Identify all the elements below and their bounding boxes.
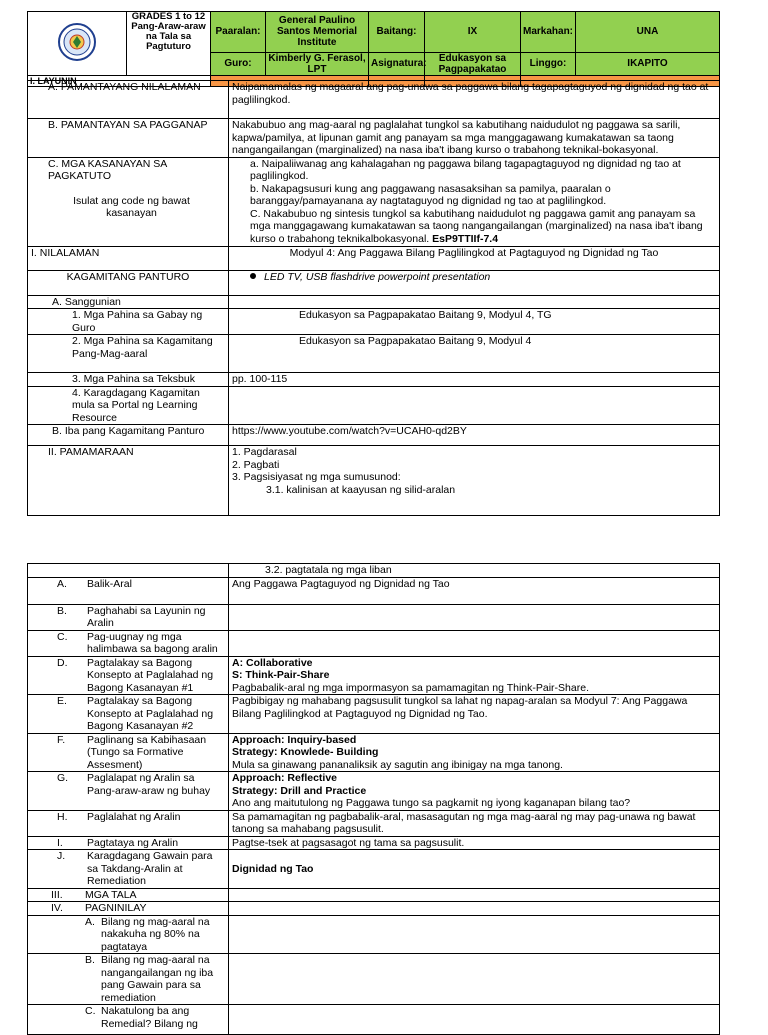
table-row <box>28 335 720 373</box>
talakay1-approach: A: Collaborative <box>232 656 313 669</box>
table-row <box>28 295 720 309</box>
karagdagang-label-cell <box>28 850 229 889</box>
table-row <box>28 157 720 246</box>
paglalapat-approach: Approach: Reflective <box>232 772 338 784</box>
table-row <box>28 630 720 656</box>
deped-seal-icon <box>54 22 100 62</box>
paglinang-desc: Mula sa ginawang pananaliksik ay sagutin ang ibinigay na mga tanong. <box>232 758 563 771</box>
empty-cell <box>28 564 229 578</box>
pamantayang-nilalaman-value: Naipamamalas ng magaaral ang pag-unawa sa paggawa bilang tagapagtaguyod ng dignidad ng tao at paglilingkod. <box>229 81 720 119</box>
grade-level-title-cont <box>127 52 211 75</box>
pag-uugnay-label: Pag-uugnay ng mga halimbawa sa bagong aralin <box>87 630 218 655</box>
table-row <box>28 119 720 158</box>
table-row <box>28 733 720 772</box>
table-row <box>28 604 720 630</box>
lesson-plan-table-1 <box>27 80 720 516</box>
paglalapat-strategy: Strategy: Drill and Practice <box>232 784 367 797</box>
talakay2-label: Pagtalakay sa Bagong Konsepto at Paglalahad ng Bagong Kasanayan #2 <box>87 695 214 732</box>
table-row <box>28 836 720 850</box>
roman-iii: III. <box>51 888 63 901</box>
pamamaraan-item-31: 3.1. kalinisan at kaayusan ng silid-aralan <box>266 483 456 496</box>
paglalahat-label-cell <box>28 810 229 836</box>
guro-value: Kimberly G. Ferasol, LPT <box>266 52 369 75</box>
pamantayan-sa-pagganap-value: Nakabubuo ang mag-aaral ng paglalahat tungkol sa kabutihang naidudulot ng paggawa sa sarili, kapwa/pamilya, at lipunan gamit ang panayam sa mga manggagawang kumakatawan sa taong nangangailangan (marginalized) na nasa iba't ibang kurso o trabahong teknikal-bokasyonal. <box>229 119 720 158</box>
letter-b: B. <box>85 954 95 966</box>
s2-value: Edukasyon sa Pagpapakatao Baitang 9, Modyul 4 <box>229 335 720 373</box>
paglalapat-label: Paglalapat ng Aralin sa Pang-araw-araw ng buhay <box>87 772 211 797</box>
pagninilay-label: PAGNINILAY <box>85 902 147 914</box>
empty-cell <box>229 888 720 902</box>
letter-g: G. <box>57 772 69 784</box>
table-row <box>28 577 720 604</box>
empty-cell <box>229 386 720 425</box>
table-row <box>28 850 720 889</box>
table-row <box>28 1005 720 1035</box>
letter-j: J. <box>57 850 66 862</box>
paghahabi-label: Paghahabi sa Layunin ng Aralin <box>87 604 206 629</box>
letter-a: A. <box>85 915 95 928</box>
paglalahat-label: Paglalahat ng Aralin <box>87 810 181 823</box>
pagtataya-label-cell <box>28 836 229 850</box>
talakay1-desc: Pagbabalik-aral ng mga impormasyon sa pamamagitan ng Think-Pair-Share. <box>232 681 589 694</box>
paglalapat-desc: Ano ang maitutulong ng Paggawa tungo sa pagkamit ng iyong kaganapan bilang tao? <box>232 797 631 809</box>
mga-tala-label-cell <box>28 888 229 902</box>
s3-label: 3. Mga Pahina sa Teksbuk <box>28 373 229 387</box>
table-row <box>28 772 720 811</box>
balik-aral-value: Ang Paggawa Pagtaguyod ng Dignidad ng Tao <box>229 577 720 604</box>
pagninilay-b-label-cell <box>28 954 229 1005</box>
table-row <box>28 954 720 1005</box>
letter-c: C. <box>57 630 68 643</box>
empty-cell <box>229 295 720 309</box>
pagtataya-value: Pagtse-tsek at pagsasagot ng tama sa pagsusulit. <box>229 836 720 850</box>
paglalahat-value: Sa pamamagitan ng pagbabalik-aral, masasagutan ng mga mag-aaral ng may pag-unawa ng bawat tanong sa mahabang pagsusulit. <box>229 810 720 836</box>
table-row <box>28 695 720 734</box>
kagamitan-value-cell <box>229 270 720 295</box>
karagdagang-label: Karagdagang Gawain para sa Takdang-Aralin at Remediation <box>87 850 213 887</box>
s1-label: 1. Mga Pahina sa Gabay ng Guro <box>28 309 229 335</box>
kasanayan-value-cell <box>229 157 720 246</box>
iba-value[interactable]: https://www.youtube.com/watch?v=UCAH0-qd2BY <box>229 425 720 446</box>
pamantayan-sa-pagganap-label: B. PAMANTAYAN SA PAGGANAP <box>28 119 229 158</box>
table-row <box>28 246 720 270</box>
table-row <box>28 373 720 387</box>
nilalaman-label: I. NILALAMAN <box>28 246 229 270</box>
balik-aral-label: Balik-Aral <box>87 577 132 590</box>
pamamaraan-item-32: 3.2. pagtatala ng mga liban <box>229 564 720 578</box>
letter-e: E. <box>57 695 67 707</box>
letter-h: H. <box>57 810 68 823</box>
pamantayang-nilalaman-label: A. PAMANTAYANG NILALAMAN <box>28 81 229 119</box>
linggo-value: IKAPITO <box>576 52 720 75</box>
iba-label: B. Iba pang Kagamitang Panturo <box>28 425 229 446</box>
pamamaraan-label: II. PAMAMARAAN <box>28 446 229 516</box>
nilalaman-value: Modyul 4: Ang Paggawa Bilang Paglilingkod at Pagtaguyod ng Dignidad ng Tao <box>229 246 720 270</box>
paglinang-label-cell <box>28 733 229 772</box>
mga-tala-label: MGA TALA <box>85 888 137 901</box>
talakay1-value-cell <box>229 656 720 695</box>
letter-i: I. <box>57 836 63 849</box>
kasanayan-c-text: C. Nakabubuo ng sintesis tungkol sa kabutihang naidudulot ng paggawa gamit ang panayam sa mga manggagawang kumakatawan sa taong nangangailangan (marginalized) na nasa iba't ibang kurso o trabahong teknikalbokasyonal. <box>250 207 703 245</box>
kasanayan-label: C. MGA KASANAYAN SA PAGKATUTO <box>48 157 167 182</box>
paglalapat-value-cell <box>229 772 720 811</box>
pamamaraan-value-cell <box>229 446 720 516</box>
kagamitan-value: LED TV, USB flashdrive powerpoint presentation <box>264 270 491 283</box>
pagninilay-c-label: Nakatulong ba ang Remedial? Bilang ng <box>101 1005 198 1030</box>
paglinang-value-cell <box>229 733 720 772</box>
table-row <box>28 270 720 295</box>
pagninilay-b-label: Bilang ng mag-aaral na nangangailangan ng iba pang Gawain para sa remediation <box>101 954 214 1004</box>
balik-aral-label-cell <box>28 577 229 604</box>
baitang-label: Baitang: <box>369 12 425 53</box>
kagamitan-label: KAGAMITANG PANTURO <box>28 270 229 295</box>
table-row <box>28 888 720 902</box>
letter-a: A. <box>57 577 67 590</box>
table-row <box>28 425 720 446</box>
talakay1-strategy: S: Think-Pair-Share <box>232 669 330 681</box>
pag-uugnay-label-cell <box>28 630 229 656</box>
talakay2-label-cell <box>28 695 229 734</box>
karagdagang-value-cell <box>229 850 720 889</box>
empty-cell <box>229 954 720 1005</box>
table-row <box>28 915 720 954</box>
talakay1-label-cell <box>28 656 229 695</box>
lesson-plan-table-2 <box>27 563 720 1035</box>
table-row <box>28 446 720 516</box>
asignatura-label: Asignatura: <box>369 52 425 75</box>
pagninilay-a-label-cell <box>28 915 229 954</box>
table-row <box>28 656 720 695</box>
table-row <box>28 564 720 578</box>
kasanayan-a: a. Naipaliiwanag ang kahalagahan ng paggawa bilang tagapagtaguyod ng dignidad ng tao at paglilingkod. <box>250 157 681 182</box>
paglinang-label: Paglinang sa Kabihasaan (Tungo sa Formative Assesment) <box>87 733 207 771</box>
pamamaraan-item-1: 1. Pagdarasal <box>232 446 297 458</box>
letter-c: C. <box>85 1005 96 1017</box>
pagninilay-a-label: Bilang ng mag-aaral na nakakuha ng 80% na pagtataya <box>101 915 210 953</box>
kasanayan-sublabel: Isulat ang code ng bawat kasanayan <box>73 194 190 219</box>
markahan-label: Markahan: <box>521 12 576 53</box>
kasanayan-code: EsP9TTIIf-7.4 <box>432 232 499 245</box>
talakay2-value: Pagbibigay ng mahabang pagsusulit tungkol sa lahat ng napag-aralan sa Modyul 7: Ang Paggawa Bilang Paglilingkod at Pagtaguyod ng Dignidad ng Tao. <box>229 695 720 734</box>
table-row <box>28 81 720 119</box>
s1-value: Edukasyon sa Pagpapakatao Baitang 9, Modyul 4, TG <box>229 309 720 335</box>
bullet-icon <box>250 273 256 279</box>
paglalapat-label-cell <box>28 772 229 811</box>
sanggunian-label: A. Sanggunian <box>28 295 229 309</box>
header-table <box>27 11 720 87</box>
s4-label: 4. Karagdagang Kagamitan mula sa Portal ng Learning Resource <box>28 386 229 425</box>
pamamaraan-item-2: 2. Pagbati <box>232 458 280 471</box>
baitang-value: IX <box>425 12 521 53</box>
roman-iv: IV. <box>51 902 63 914</box>
grade-level-title: GRADES 1 to 12 Pang-Araw-araw na Tala sa Pagtuturo <box>127 12 211 53</box>
guro-label: Guro: <box>211 52 266 75</box>
deped-seal <box>28 12 127 76</box>
layunin-label: I. LAYUNIN <box>28 75 211 86</box>
paaralan-value: General Paulino Santos Memorial Institute <box>266 12 369 53</box>
table-row <box>28 810 720 836</box>
pamamaraan-item-3: 3. Pagsisiyasat ng mga sumusunod: <box>232 471 401 483</box>
paglinang-approach: Approach: Inquiry-based <box>232 733 357 746</box>
karagdagang-value: Dignidad ng Tao <box>232 862 314 875</box>
letter-f: F. <box>57 733 66 746</box>
letter-d: D. <box>57 656 68 669</box>
empty-cell <box>229 915 720 954</box>
s2-label: 2. Mga Pahina sa Kagamitang Pang-Mag-aaral <box>28 335 229 373</box>
empty-cell <box>229 630 720 656</box>
table-row <box>28 386 720 425</box>
table-row <box>28 902 720 916</box>
kasanayan-b: b. Nakapagsusuri kung ang paggawang nasasaksihan sa pamilya, paaralan o baranggay/pamayanana ay nagtataguyod ng dignidad ng tao at paglilingkod. <box>250 182 611 207</box>
table-row <box>28 309 720 335</box>
kasanayan-c <box>232 208 716 246</box>
kasanayan-label-cell <box>28 157 229 246</box>
asignatura-value: Edukasyon sa Pagpapakatao <box>425 52 521 75</box>
letter-b: B. <box>57 604 67 617</box>
pagninilay-label-cell <box>28 902 229 916</box>
empty-cell <box>229 604 720 630</box>
markahan-value: UNA <box>576 12 720 53</box>
paghahabi-label-cell <box>28 604 229 630</box>
empty-cell <box>229 1005 720 1035</box>
linggo-label: Linggo: <box>521 52 576 75</box>
paglinang-strategy: Strategy: Knowlede- Building <box>232 746 379 758</box>
pagninilay-c-label-cell <box>28 1005 229 1035</box>
talakay1-label: Pagtalakay sa Bagong Konsepto at Paglalahad ng Bagong Kasanayan #1 <box>87 656 214 694</box>
s3-value: pp. 100-115 <box>229 373 720 387</box>
paaralan-label: Paaralan: <box>211 12 266 53</box>
empty-cell <box>229 902 720 916</box>
pagtataya-label: Pagtataya ng Aralin <box>87 836 179 849</box>
